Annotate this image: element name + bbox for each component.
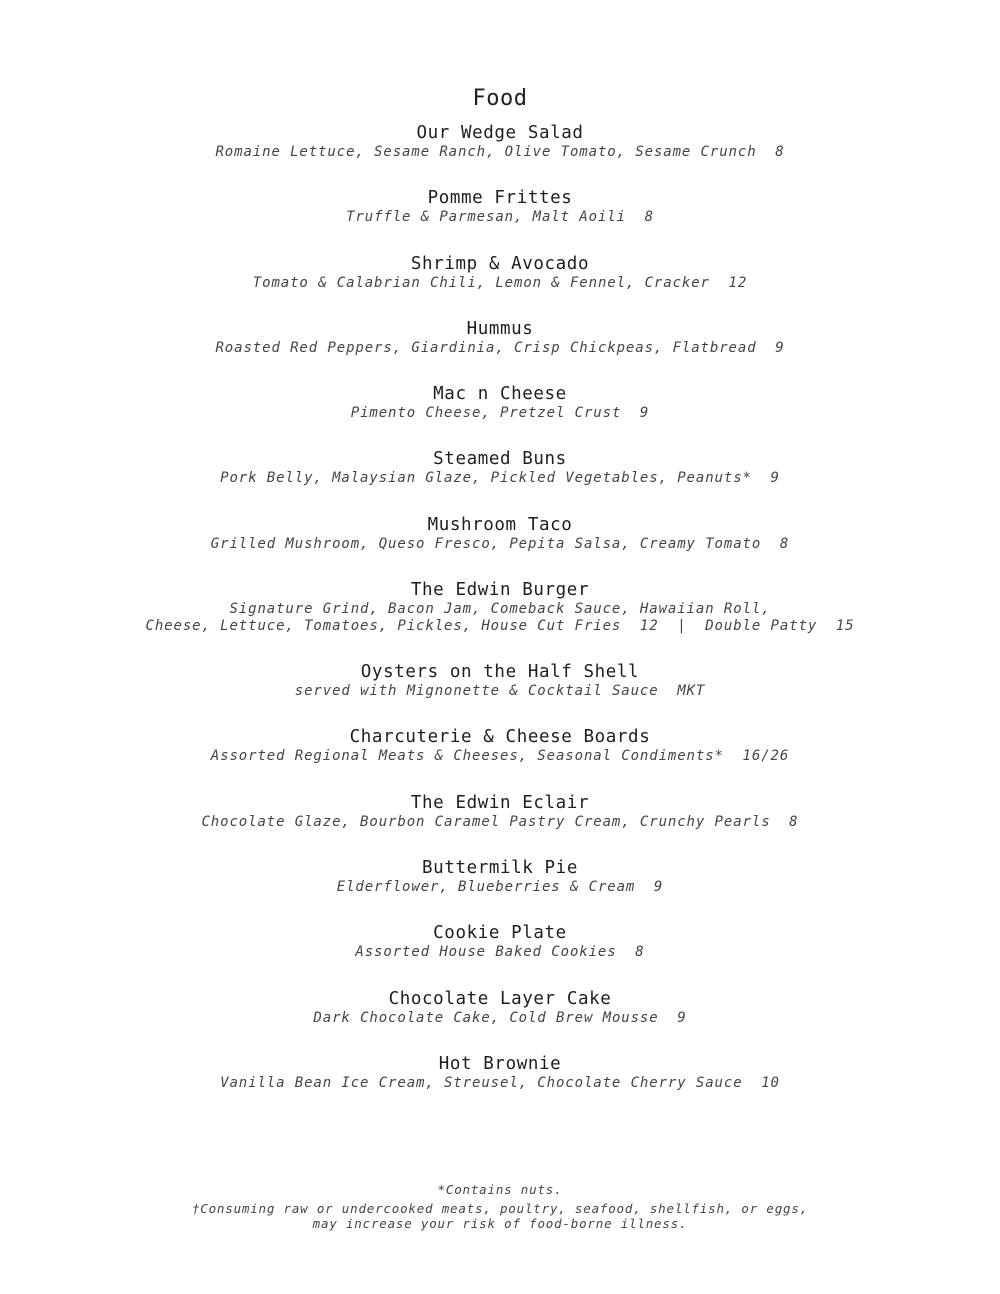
menu-item xyxy=(0,1053,1000,1118)
nuts-note: *Contains nuts. xyxy=(437,1182,563,1197)
menu-item-name: Pomme Frittes xyxy=(427,188,573,209)
menu-item-name: Steamed Buns xyxy=(433,449,567,470)
menu-item-name: Buttermilk Pie xyxy=(422,857,578,878)
menu-item-description: Romaine Lettuce, Sesame Ranch, Olive Tomato, Sesame Crunch 8 xyxy=(215,144,785,160)
menu-item-description-line2: Cheese, Lettuce, Tomatoes, Pickles, House Cut Fries 12 | Double Patty 15 xyxy=(145,618,855,635)
menu-item-description: Signature Grind, Bacon Jam, Comeback Sauce, Hawaiian Roll, xyxy=(229,601,771,618)
menu-item-name: Mac n Cheese xyxy=(433,384,567,405)
menu-item xyxy=(0,579,1000,661)
menu-item-name: Oysters on the Half Shell xyxy=(360,662,640,683)
menu-item-name: Shrimp & Avocado xyxy=(410,253,590,274)
menu-item xyxy=(0,792,1000,857)
menu-item-name: Chocolate Layer Cake xyxy=(388,988,612,1009)
menu-list xyxy=(0,122,1000,1118)
menu-item-name: Hot Brownie xyxy=(438,1053,562,1074)
raw-food-warning: †Consuming raw or undercooked meats, poultry, seafood, shellfish, or eggs, xyxy=(191,1201,809,1216)
menu-item-name: Charcuterie & Cheese Boards xyxy=(349,727,651,748)
menu-item-description: Roasted Red Peppers, Giardinia, Crisp Chickpeas, Flatbread 9 xyxy=(215,339,785,356)
menu-item-name: Hummus xyxy=(466,318,534,339)
menu-item xyxy=(0,253,1000,318)
menu-item-description: Elderflower, Blueberries & Cream 9 xyxy=(336,878,664,895)
menu-item-description: Assorted House Baked Cookies 8 xyxy=(355,944,645,961)
menu-item xyxy=(0,922,1000,987)
menu-item-description: Dark Chocolate Cake, Cold Brew Mousse 9 xyxy=(313,1009,687,1026)
menu-item-description: Pork Belly, Malaysian Glaze, Pickled Vegetables, Peanuts* 9 xyxy=(220,470,780,487)
menu-item-name: Our Wedge Salad xyxy=(416,123,584,143)
menu-item xyxy=(0,514,1000,579)
menu-item-description: Truffle & Parmesan, Malt Aoili 8 xyxy=(346,209,654,226)
menu-item xyxy=(0,122,1000,187)
menu-item-name: The Edwin Eclair xyxy=(410,792,590,813)
raw-food-warning-line2: may increase your risk of food-borne illness. xyxy=(312,1216,688,1231)
menu-item-description: Chocolate Glaze, Bourbon Caramel Pastry Cream, Crunchy Pearls 8 xyxy=(201,813,799,830)
menu-item xyxy=(0,318,1000,383)
menu-item-name: The Edwin Burger xyxy=(410,580,590,601)
menu-item xyxy=(0,988,1000,1053)
footer-notes xyxy=(0,1182,1000,1231)
menu-item-description: Pimento Cheese, Pretzel Crust 9 xyxy=(350,405,650,422)
page-title: Food xyxy=(472,86,528,111)
menu-item xyxy=(0,857,1000,922)
menu-item-description: served with Mignonette & Cocktail Sauce MKT xyxy=(294,683,706,700)
menu-item-description: Vanilla Bean Ice Cream, Streusel, Chocolate Cherry Sauce 10 xyxy=(220,1074,780,1091)
menu-item xyxy=(0,187,1000,252)
menu-item-description: Tomato & Calabrian Chili, Lemon & Fennel, Cracker 12 xyxy=(252,274,748,291)
menu-item xyxy=(0,726,1000,791)
menu-item-name: Mushroom Taco xyxy=(427,514,573,535)
menu-item-description: Assorted Regional Meats & Cheeses, Seasonal Condiments* 16/26 xyxy=(210,748,790,765)
menu-item-name: Cookie Plate xyxy=(433,923,567,944)
menu-item xyxy=(0,448,1000,513)
menu-item xyxy=(0,383,1000,448)
menu-item-description: Grilled Mushroom, Queso Fresco, Pepita Salsa, Creamy Tomato 8 xyxy=(210,535,790,552)
menu-item xyxy=(0,661,1000,726)
